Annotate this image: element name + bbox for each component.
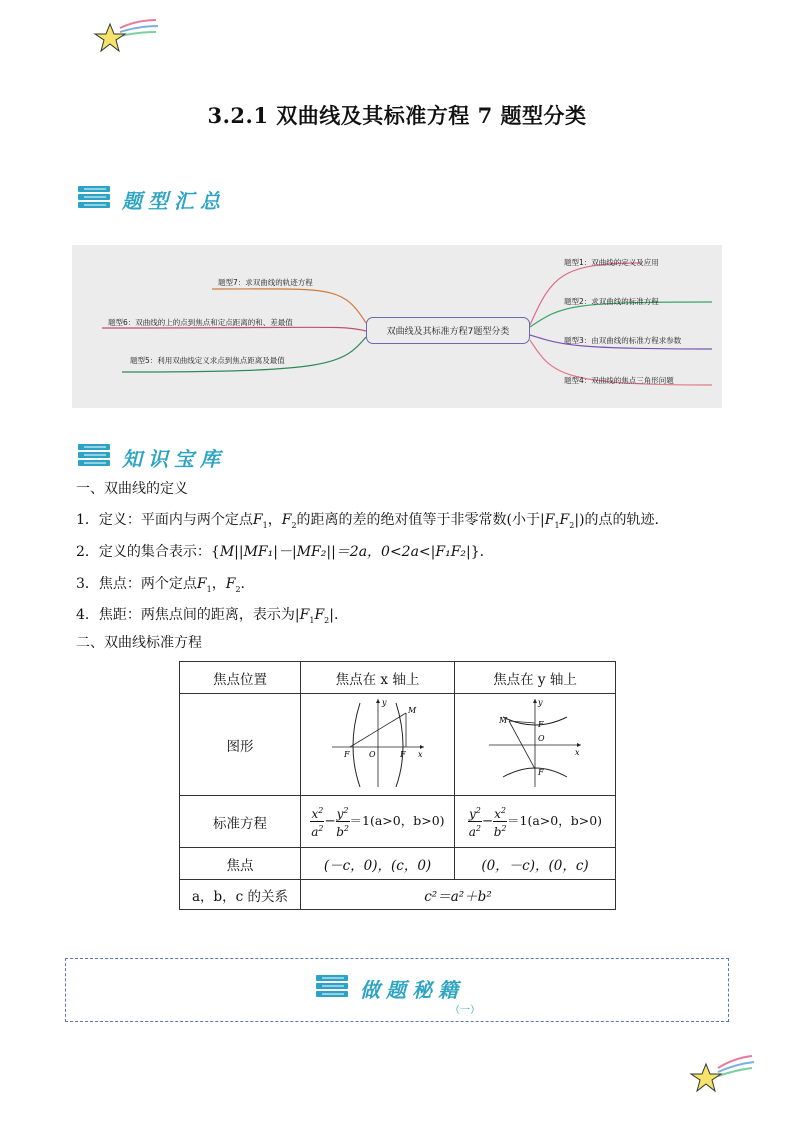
point-label: M xyxy=(499,715,508,725)
text: 的距离的差的绝对值等于非零常数(小于| xyxy=(296,512,545,528)
standard-equation-table xyxy=(179,661,616,910)
table-cell xyxy=(301,694,455,796)
table-header: 焦点位置 xyxy=(180,662,301,694)
point-label: F xyxy=(538,767,544,777)
heading-standard-equation: 二、双曲线标准方程 xyxy=(76,635,202,651)
hyperbola-x-axis-figure xyxy=(328,695,428,791)
point-label: F xyxy=(343,749,350,759)
star-decoration-icon xyxy=(92,18,162,58)
books-icon xyxy=(76,442,114,472)
text: }． xyxy=(470,544,494,560)
section-label: 题型汇总 xyxy=(122,188,226,213)
table-header: 焦点在 y 轴上 xyxy=(455,662,616,694)
text: 2．定义的集合表示：{ xyxy=(76,544,220,560)
definition-item-1: 1．定义：平面内与两个定点$F_1$，$F_2$的距离的差的绝对值等于非零常数(小于$|F_1F_2|$)的点的轨迹. xyxy=(76,512,659,530)
axis-label: x xyxy=(417,749,423,759)
equation-condition: ＝1(a>0，b>0) xyxy=(507,813,603,828)
text: ， xyxy=(267,512,282,528)
definition-item-3: 3．焦点：两个定点$F_1$，$F_2$. xyxy=(76,576,245,594)
hyperbola-y-axis-figure xyxy=(485,695,585,791)
mind-map-node: 题型1：双曲线的定义及应用 xyxy=(564,258,659,267)
mind-map-node: 题型4：双曲线的焦点三角形问题 xyxy=(564,376,674,385)
mind-map-node: 题型6：双曲线的上的点到焦点和定点距离的和、差最值 xyxy=(108,318,293,327)
table-cell: (0，－c)，(0，c) xyxy=(455,848,616,880)
text: . xyxy=(240,576,245,592)
section-header-summary xyxy=(76,184,226,214)
set-formula: M||MF₁|－|MF₂||＝2a，0<2a<|F₁F₂| xyxy=(219,544,471,560)
definition-item-2 xyxy=(76,543,494,561)
point-label: M xyxy=(407,705,416,715)
books-icon xyxy=(76,184,114,214)
table-header: 焦点在 x 轴上 xyxy=(301,662,455,694)
table-cell xyxy=(455,694,616,796)
table-cell: 图形 xyxy=(180,694,301,796)
mind-map-node: 题型5：利用双曲线定义求点到焦点距离及最值 xyxy=(130,356,285,365)
section-label: 知识宝库 xyxy=(122,446,226,471)
page-title: 3.2.1 双曲线及其标准方程 7 题型分类 xyxy=(207,103,587,128)
heading-definition: 一、双曲线的定义 xyxy=(76,481,188,497)
point-label: F xyxy=(399,749,406,759)
mind-map-node: 题型2：求双曲线的标准方程 xyxy=(564,297,659,306)
text: |. xyxy=(329,607,339,623)
axis-label: x xyxy=(575,747,580,757)
tips-sub-label: （一） xyxy=(450,1005,480,1016)
table-cell: c²＝a²＋b² xyxy=(301,880,616,910)
text: 1．定义：平面内与两个定点 xyxy=(76,512,253,528)
books-icon xyxy=(314,973,352,1003)
equation-condition: ＝1(a>0，b>0) xyxy=(349,813,445,828)
var-F: F xyxy=(252,512,263,528)
equation-x-axis: $\frac{x^2}{a^2}$ − $\frac{y^2}{b^2}$ ＝1(a>0，b>0) xyxy=(301,796,455,848)
point-label: F xyxy=(538,719,544,729)
definition-item-4: 4．焦距：两焦点间的距离，表示为$|F_1F_2|$. xyxy=(76,607,339,625)
text: 3．焦点：两个定点 xyxy=(76,576,197,592)
tips-section-box xyxy=(65,958,729,1022)
section-label: 做题秘籍 xyxy=(360,977,464,1002)
star-decoration-icon xyxy=(688,1054,758,1098)
section-header-tips xyxy=(314,973,464,1003)
mind-map-node: 题型7：求双曲线的轨迹方程 xyxy=(218,278,313,287)
section-header-knowledge xyxy=(76,442,226,472)
text: |)的点的轨迹. xyxy=(574,512,659,528)
text: 4．焦距：两焦点间的距离，表示为| xyxy=(76,607,300,623)
mind-map xyxy=(72,245,722,408)
var-F: F xyxy=(281,512,292,528)
point-label: O xyxy=(368,749,376,759)
mind-map-center: 双曲线及其标准方程7题型分类 xyxy=(366,317,530,344)
table-cell: 焦点 xyxy=(180,848,301,880)
equation-y-axis: $\frac{y^2}{a^2}$ − $\frac{x^2}{b^2}$ ＝1(a>0，b>0) xyxy=(455,796,616,848)
mind-map-node: 题型3：由双曲线的标准方程求参数 xyxy=(564,336,682,345)
point-label: O xyxy=(538,733,545,743)
table-cell: (－c，0)，(c，0) xyxy=(301,848,455,880)
table-cell: 标准方程 xyxy=(180,796,301,848)
axis-label: y xyxy=(538,697,543,707)
axis-label: y xyxy=(381,697,387,707)
table-cell: a，b，c 的关系 xyxy=(180,880,301,910)
